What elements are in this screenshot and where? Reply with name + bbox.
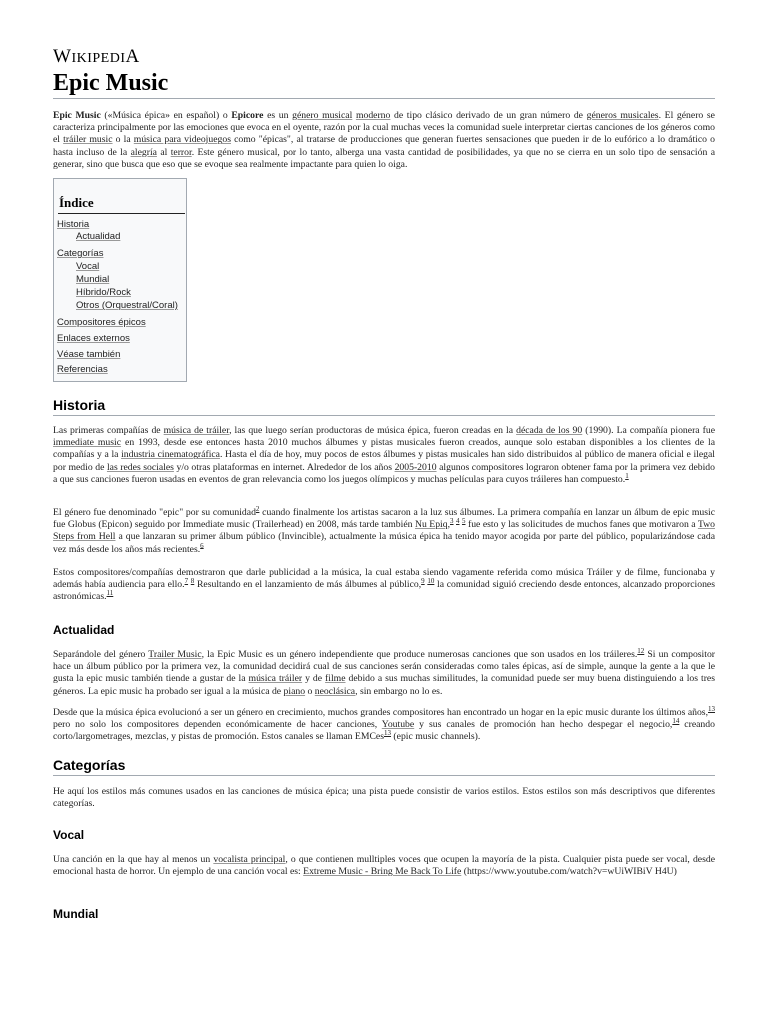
link-filme[interactable]: filme — [325, 673, 346, 685]
toc-item-enlaces[interactable]: Enlaces externos — [57, 333, 130, 344]
ref-6[interactable]: 6 — [200, 541, 204, 550]
ref-9[interactable]: 9 — [421, 576, 425, 585]
toc-item-hibrido-rock[interactable]: Híbrido/Rock — [76, 287, 131, 298]
actualidad-paragraph-2: Desde que la música épica evolucionó a ser un género en crecimiento, muchos grandes compositores han encontrado un hogar en la epic music durante los últimos años,$^{13}$ pero no solo los compositores dependen económicamente de hacer canciones, Youtube y sus canales de promoción han hecho despegar el negocio,$^{14}$ creando corto/largometrages, mezclas, y pistas de promoción. Estos canales se llaman EMCes$^{13}$ (epic music channels). — [53, 704, 715, 743]
historia-paragraph-3: Estos compositores/compañías demostraron que darle publicidad a la música, la cual estaba siendo vagamente referida como música Tráiler y de filme, funcionaba y además había audiencia para ello.$^7$ $^8$ Resultando en el lanzamiento de más álbumes al público,$^9$ $^{10}$ la comunidad siguió creciendo desde entonces, alcanzado proporciones astronómicas.$^{11}$ — [53, 567, 715, 603]
ref-2[interactable]: 2 — [255, 504, 260, 513]
vocal-paragraph: Una canción en la que hay al menos un vocalista principal, o que contienen mulltiples voces que ocupen la mayoría de la pista. Cualquier pista puede ser vocal, desde emocional hasta de horror. Un ejemplo de una canción vocal es: Extreme Music - Bring Me Back To Life (https://www.youtube.com/watch?v=wUiWIBiV H4U) — [53, 854, 715, 878]
link-piano[interactable]: piano — [283, 685, 306, 697]
toc-item-vease[interactable]: Véase también — [57, 349, 121, 360]
link-2005-2010[interactable]: 2005-2010 — [394, 461, 437, 473]
ref-11[interactable]: 11 — [106, 589, 114, 598]
ref-8[interactable]: 8 — [190, 576, 195, 585]
link-generos-musicales[interactable]: géneros musicales — [586, 110, 659, 121]
toc-item-vocal[interactable]: Vocal — [76, 261, 100, 272]
link-neoclasica[interactable]: neoclásica — [314, 685, 356, 697]
historia-paragraph-2: El género fue denominado "epic" por su comunidad$^2$ cuando finalmente los artistas sacaron a la luz sus álbumes. La primera compañía en lanzar un álbum de epic music fue Globus (Epicon) seguido por Immediate music (Trailerhead) en 2008, más tarde también Nu Epiq,$^3$ $^4$ $^5$ fue esto y las solicitudes de muchos fanes que motivaron a Two Steps from Hell a que lanzaran su primer álbum público (Invincible), actualmente la música épica ha tenido mayor acogida por parte del público, popularizándose cada vez más desde los años más recientes.$^6$ — [53, 504, 716, 555]
link-youtube[interactable]: Youtube — [381, 719, 415, 731]
ref-12[interactable]: 12 — [637, 646, 645, 655]
link-immediate-music[interactable]: immediate music — [53, 437, 122, 449]
link-industria-cinematografica[interactable]: industria cinematográfica — [121, 449, 220, 461]
toc-item-mundial[interactable]: Mundial — [76, 274, 110, 285]
link-trailer-music[interactable]: tráiler music — [63, 134, 113, 146]
ref-1[interactable]: 1 — [625, 471, 629, 480]
toc-item-otros[interactable]: Otros (Orquestral/Coral) — [76, 300, 178, 311]
ref-7[interactable]: 7 — [184, 576, 189, 585]
intro-paragraph: Epic Music («Música épica» en español) o Epicore es un género musical moderno de tipo clásico derivado de un gran número de géneros musicales. El género se caracteriza principalmente por las emociones que evoca en el oyente, razón por la cual muchas veces la comunidad suele interpretar ciertas canciones de los géneros como el tráiler music o la música para videojuegos como "épicas", al tratarse de producciones que generan fuertes sensaciones que pueden ir de lo eufórico a lo dramático o hasta incluso de la alegría al terror. Este género musical, por lo tanto, alberga una vasta cantidad de posibilidades, ya que no se cierra en un solo tipo de sensación a generar, sino que busca que eso que se evoque sea realmente impactante para quien lo oiga. — [53, 110, 715, 170]
section-heading-categorias: Categorías — [53, 757, 126, 773]
link-alegria[interactable]: alegría — [130, 146, 157, 158]
link-trailer-music-2[interactable]: Trailer Music — [148, 649, 202, 660]
link-genero-musical[interactable]: género musical — [292, 110, 353, 121]
title-rule — [53, 98, 715, 99]
toc-item-referencias[interactable]: Referencias — [57, 364, 108, 375]
ref-3[interactable]: 3 — [450, 516, 454, 525]
youtube-url[interactable]: (https://www.youtube.com/watch?v=wUiWIBiV H4U) — [461, 866, 677, 878]
link-terror[interactable]: terror — [170, 146, 192, 158]
link-two-steps-from-hell[interactable]: Two Steps from Hell — [53, 519, 716, 543]
wordmark-initial: W — [53, 46, 72, 67]
link-decada-90[interactable]: década de los 90 — [516, 425, 583, 436]
link-redes-sociales[interactable]: las redes sociales — [106, 461, 174, 473]
link-moderno[interactable]: moderno — [355, 110, 391, 121]
toc-title: Índice — [59, 195, 94, 210]
link-vocalista-principal[interactable]: vocalista principal — [213, 854, 286, 865]
wordmark-final: A — [125, 46, 140, 67]
ref-14[interactable]: 14 — [672, 716, 680, 725]
ref-4[interactable]: 4 — [456, 516, 460, 525]
ref-13-b[interactable]: 13 — [384, 729, 391, 738]
ref-5[interactable]: 5 — [461, 516, 466, 525]
wikipedia-wordmark[interactable] — [53, 46, 140, 68]
section-heading-vocal: Vocal — [53, 828, 85, 842]
link-nu-epiq[interactable]: Nu Epiq — [414, 519, 448, 531]
toc-rule — [58, 213, 185, 214]
historia-rule — [53, 415, 715, 416]
toc-item-historia[interactable]: Historia — [57, 219, 90, 230]
intro-bold-alias: Epicore — [231, 110, 264, 121]
link-musica-videojuegos[interactable]: música para videojuegos — [133, 134, 231, 146]
categorias-rule — [53, 775, 715, 776]
toc-item-categorias[interactable]: Categorías — [57, 248, 104, 259]
link-musica-trailer-2[interactable]: música tráiler — [248, 673, 303, 685]
intro-bold-term: Epic Music — [53, 110, 101, 121]
historia-paragraph-1: Las primeras compañías de música de tráiler, las que luego serían productoras de música épica, fueron creadas en la década de los 90 (1990). La compañía pionera fue immediate music en 1993, desde ese entonces hasta 2010 muchos álbumes y pistas musicales fueron creados, aunque solo estaban disponibles a los clientes de la compañías y a la industria cinematográfica. Hasta el día de hoy, muy pocos de estos álbumes y pistas musicales han sido distribuidos al público de manera oficial e ilegal por medio de las redes sociales y/o otras plataformas en internet. Alrededor de los años 2005-2010 algunos compositores lograron obtener fama por la primera vez debido a que sus canciones fueron usadas en eventos de gran relevancia como los juegos olímpicos y muchas películas para cuyos tráileres han compuesto.$^1$ — [53, 425, 716, 485]
link-extreme-music[interactable]: Extreme Music - Bring Me Back To Life — [303, 866, 462, 878]
categorias-paragraph: He aquí los estilos más comunes usados en las canciones de música épica; una pista puede consistir de varios estilos. Estos estilos son más descriptivos que diferentes categorías. — [53, 786, 715, 810]
toc-item-compositores[interactable]: Compositores épicos — [57, 317, 146, 328]
wordmark-middle: IKIPEDI — [71, 51, 126, 66]
table-of-contents — [53, 178, 187, 382]
section-heading-mundial: Mundial — [53, 907, 99, 921]
toc-item-actualidad[interactable]: Actualidad — [76, 231, 121, 242]
section-heading-actualidad: Actualidad — [53, 623, 115, 637]
page-title: Epic Music — [53, 70, 169, 96]
link-musica-trailer[interactable]: música de tráiler — [163, 425, 230, 436]
actualidad-paragraph-1: Separándole del género Trailer Music, la Epic Music es un género independiente que produce numerosas canciones que son usados en los tráileres.$^{12}$ Si un compositor hace un álbum público por la primera vez, la comunidad decidirá cual de sus canciones serán consideradas como tales épicas, así de simple, aunque la gente a la que le gusta la epic music también tiende a gustar de la música tráiler y de filme debido a sus muchas similitudes, la comunidad puede ser muy buena distinguiendo a los tres géneros. La epic music ha probado ser igual a la música de piano o neoclásica, sin embargo no lo es. — [53, 646, 716, 697]
section-heading-historia: Historia — [53, 397, 106, 413]
ref-10[interactable]: 10 — [427, 576, 435, 585]
ref-13[interactable]: 13 — [708, 704, 715, 713]
